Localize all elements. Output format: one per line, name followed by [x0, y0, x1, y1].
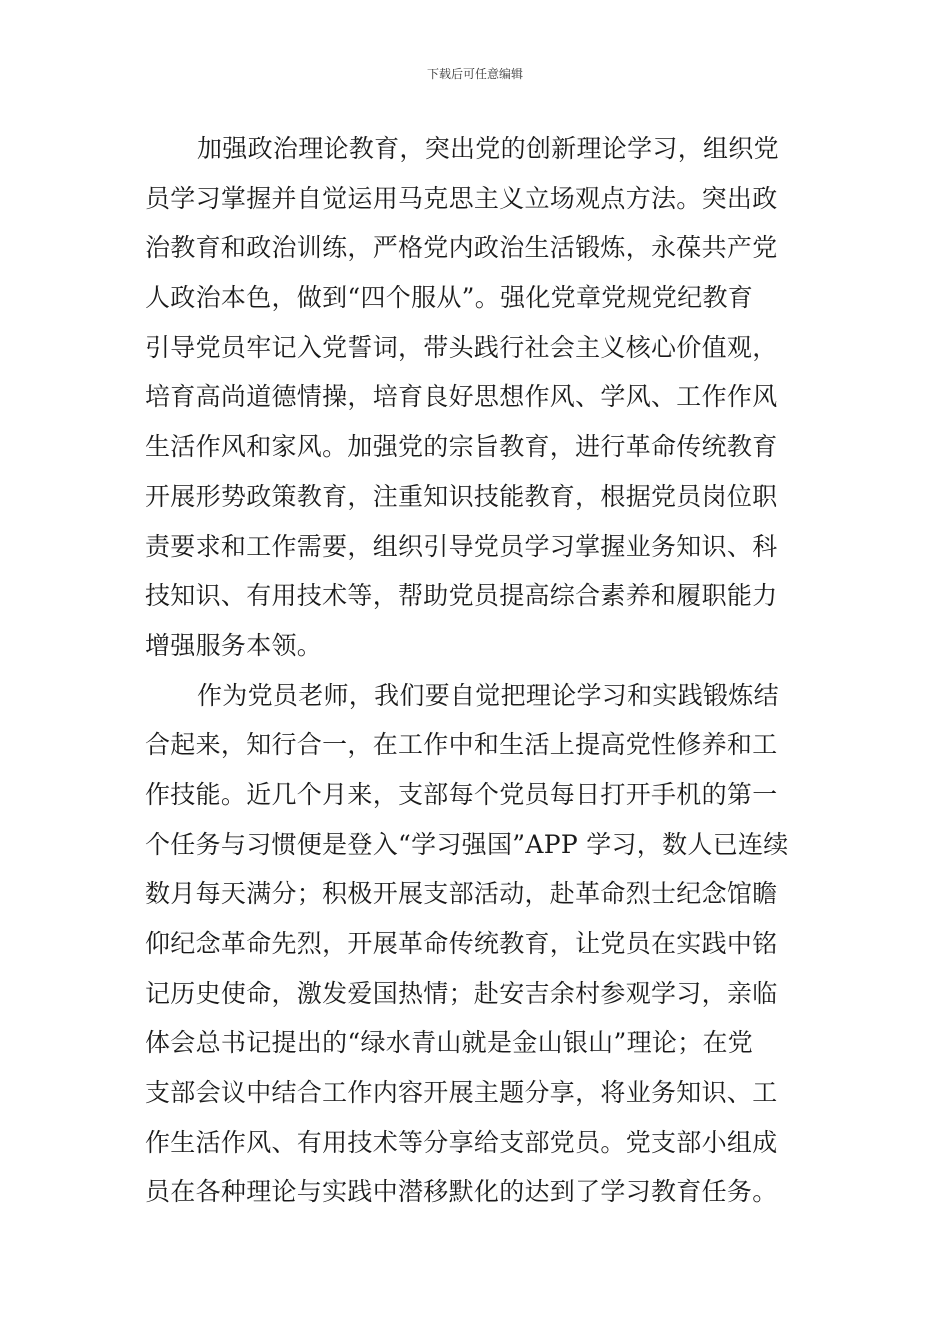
text-line: 增强服务本领。 [145, 630, 323, 660]
text-line: 开展形势政策教育，注重知识技能教育，根据党员岗位职 [145, 481, 778, 511]
document-body [145, 124, 807, 1217]
text-line: 记历史使命，激发爱国热情；赴安吉余村参观学习，亲临 [145, 978, 778, 1008]
paragraph-1 [145, 124, 807, 671]
text-line: 合起来，知行合一，在工作中和生活上提高党性修养和工 [145, 730, 778, 760]
text-line: 员学习掌握并自觉运用马克思主义立场观点方法。突出政 [145, 183, 778, 213]
text-line: 仰纪念革命先烈，开展革命传统教育，让党员在实践中铭 [145, 929, 778, 958]
text-line: 技知识、有用技术等，帮助党员提高综合素养和履职能力 [145, 581, 778, 611]
text-line: 作技能。近几个月来，支部每个党员每日打开手机的第一 [145, 779, 778, 809]
paragraph-2 [145, 671, 807, 1218]
text-line: 治教育和政治训练，严格党内政治生活锻炼，永葆共产党 [145, 233, 778, 263]
text-line: 作为党员老师，我们要自觉把理论学习和实践锻炼结 [197, 680, 779, 710]
text-line: 加强政治理论教育，突出党的创新理论学习，组织党 [197, 134, 779, 163]
text-line: 数月每天满分；积极开展支部活动，赴革命烈士纪念馆瞻 [145, 879, 778, 909]
text-line: 责要求和工作需要，组织引导党员学习掌握业务知识、科 [145, 531, 778, 561]
text-line: 个任务与习惯便是登入“学习强国”APP 学习，数人已连续 [145, 829, 789, 859]
text-line: 培育高尚道德情操，培育良好思想作风、学风、工作作风 [145, 382, 778, 412]
text-line: 人政治本色，做到“四个服从”。强化党章党规党纪教育 [145, 283, 754, 313]
page-header-note: 下载后可任意编辑 [426, 67, 523, 81]
text-line: 引导党员牢记入党誓词，带头践行社会主义核心价值观， [145, 332, 778, 362]
text-line: 体会总书记提出的“绿水青山就是金山银山”理论；在党 [145, 1028, 754, 1058]
text-line: 员在各种理论与实践中潜移默化的达到了学习教育任务。 [145, 1177, 778, 1207]
text-line: 支部会议中结合工作内容开展主题分享，将业务知识、工 [145, 1078, 778, 1108]
text-line: 作生活作风、有用技术等分享给支部党员。党支部小组成 [145, 1127, 778, 1157]
text-line: 生活作风和家风。加强党的宗旨教育，进行革命传统教育 [145, 432, 778, 462]
